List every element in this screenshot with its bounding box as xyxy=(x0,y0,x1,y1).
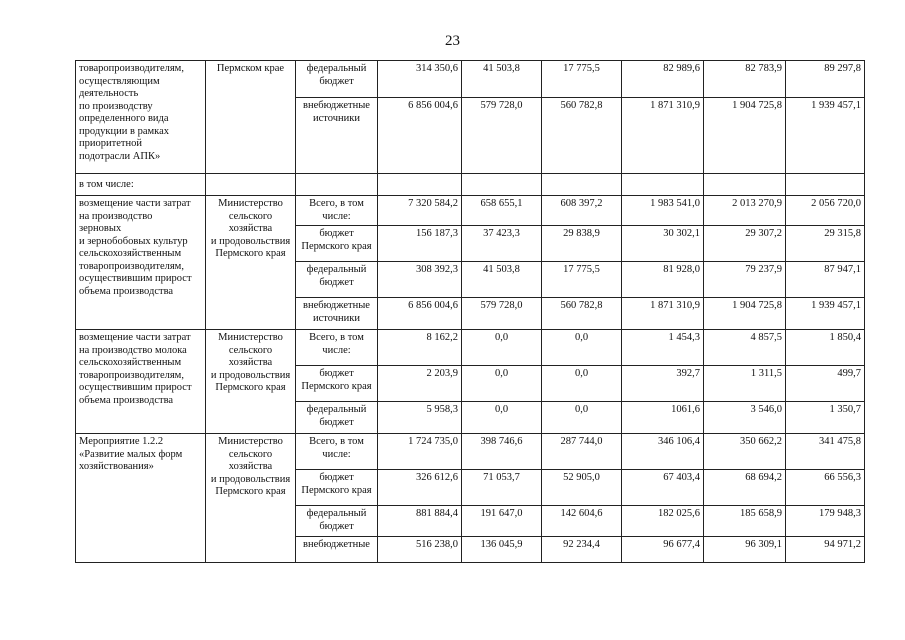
amount-cell: 4 857,5 xyxy=(704,330,786,366)
funding-source-cell: федеральный бюджет xyxy=(296,402,378,434)
funding-source-cell: федеральный бюджет xyxy=(296,262,378,298)
amount-cell: 346 106,4 xyxy=(622,434,704,470)
amount-cell: 29 307,2 xyxy=(704,226,786,262)
amount-cell: 881 884,4 xyxy=(378,506,462,537)
amount-cell: 1 983 541,0 xyxy=(622,196,704,226)
amount-cell: 41 503,8 xyxy=(462,262,542,298)
amount-cell: 1 939 457,1 xyxy=(786,298,865,330)
funding-source-cell: бюджет Пермского края xyxy=(296,366,378,402)
amount-cell: 66 556,3 xyxy=(786,470,865,506)
amount-cell: 398 746,6 xyxy=(462,434,542,470)
amount-cell: 1 871 310,9 xyxy=(622,98,704,174)
amount-cell: 41 503,8 xyxy=(462,61,542,98)
activity-cell: возмещение части затрат на производство зерновых и зернобобовых культур сельскохозяйственным товаропроизводителям, осуществившим прирост объема производства xyxy=(76,196,206,330)
page-number: 23 xyxy=(445,33,460,49)
amount-cell: 0,0 xyxy=(462,330,542,366)
amount-cell: 1 350,7 xyxy=(786,402,865,434)
amount-cell: 0,0 xyxy=(542,366,622,402)
activity-cell: товаропроизводителям, осуществляющим деятельность по производству определенного вида продукции в рамках приоритетной подотрасли АПК» xyxy=(76,61,206,174)
amount-cell: 579 728,0 xyxy=(462,98,542,174)
amount-cell: 89 297,8 xyxy=(786,61,865,98)
amount-cell: 350 662,2 xyxy=(704,434,786,470)
funding-source-cell: бюджет Пермского края xyxy=(296,470,378,506)
amount-cell: 156 187,3 xyxy=(378,226,462,262)
amount-cell: 87 947,1 xyxy=(786,262,865,298)
amount-cell: 308 392,3 xyxy=(378,262,462,298)
amount-cell: 499,7 xyxy=(786,366,865,402)
amount-cell: 142 604,6 xyxy=(542,506,622,537)
budget-table xyxy=(75,60,865,563)
amount-cell: 71 053,7 xyxy=(462,470,542,506)
amount-cell: 96 677,4 xyxy=(622,537,704,563)
amount-cell: 1 724 735,0 xyxy=(378,434,462,470)
amount-cell: 1 904 725,8 xyxy=(704,98,786,174)
funding-source-cell: внебюджетные источники xyxy=(296,298,378,330)
amount-cell: 608 397,2 xyxy=(542,196,622,226)
subheader-cell: в том числе: xyxy=(76,174,206,196)
empty-cell xyxy=(206,174,296,196)
amount-cell: 3 546,0 xyxy=(704,402,786,434)
table-row xyxy=(76,196,865,226)
amount-cell: 68 694,2 xyxy=(704,470,786,506)
amount-cell: 0,0 xyxy=(542,402,622,434)
executor-cell: Пермском крае xyxy=(206,61,296,174)
empty-cell xyxy=(462,174,542,196)
empty-cell xyxy=(542,174,622,196)
empty-cell xyxy=(622,174,704,196)
amount-cell: 579 728,0 xyxy=(462,298,542,330)
amount-cell: 0,0 xyxy=(462,366,542,402)
amount-cell: 1 871 310,9 xyxy=(622,298,704,330)
amount-cell: 326 612,6 xyxy=(378,470,462,506)
amount-cell: 2 203,9 xyxy=(378,366,462,402)
amount-cell: 37 423,3 xyxy=(462,226,542,262)
activity-cell: возмещение части затрат на производство молока сельскохозяйственным товаропроизводителям, осуществившим прирост объема производства xyxy=(76,330,206,434)
amount-cell: 179 948,3 xyxy=(786,506,865,537)
table-row xyxy=(76,434,865,470)
amount-cell: 658 655,1 xyxy=(462,196,542,226)
amount-cell: 1061,6 xyxy=(622,402,704,434)
amount-cell: 185 658,9 xyxy=(704,506,786,537)
executor-cell: Министерство сельского хозяйства и продовольствия Пермского края xyxy=(206,196,296,330)
empty-cell xyxy=(296,174,378,196)
amount-cell: 136 045,9 xyxy=(462,537,542,563)
empty-cell xyxy=(704,174,786,196)
amount-cell: 560 782,8 xyxy=(542,298,622,330)
amount-cell: 67 403,4 xyxy=(622,470,704,506)
funding-source-cell: внебюджетные источники xyxy=(296,98,378,174)
amount-cell: 191 647,0 xyxy=(462,506,542,537)
executor-cell: Министерство сельского хозяйства и продовольствия Пермского края xyxy=(206,434,296,563)
amount-cell: 94 971,2 xyxy=(786,537,865,563)
amount-cell: 96 309,1 xyxy=(704,537,786,563)
funding-source-cell: бюджет Пермского края xyxy=(296,226,378,262)
amount-cell: 81 928,0 xyxy=(622,262,704,298)
amount-cell: 1 850,4 xyxy=(786,330,865,366)
funding-source-cell: внебюджетные xyxy=(296,537,378,563)
table-row xyxy=(76,330,865,366)
amount-cell: 2 013 270,9 xyxy=(704,196,786,226)
amount-cell: 1 454,3 xyxy=(622,330,704,366)
amount-cell: 6 856 004,6 xyxy=(378,98,462,174)
amount-cell: 182 025,6 xyxy=(622,506,704,537)
empty-cell xyxy=(786,174,865,196)
amount-cell: 5 958,3 xyxy=(378,402,462,434)
funding-source-cell: Всего, в том числе: xyxy=(296,434,378,470)
funding-source-cell: федеральный бюджет xyxy=(296,506,378,537)
amount-cell: 79 237,9 xyxy=(704,262,786,298)
amount-cell: 1 311,5 xyxy=(704,366,786,402)
amount-cell: 8 162,2 xyxy=(378,330,462,366)
amount-cell: 17 775,5 xyxy=(542,262,622,298)
amount-cell: 2 056 720,0 xyxy=(786,196,865,226)
table-body xyxy=(76,61,865,563)
table-row xyxy=(76,61,865,98)
activity-cell: Мероприятие 1.2.2 «Развитие малых форм хозяйствования» xyxy=(76,434,206,563)
amount-cell: 516 238,0 xyxy=(378,537,462,563)
amount-cell: 314 350,6 xyxy=(378,61,462,98)
table-row-subheader xyxy=(76,174,865,196)
amount-cell: 287 744,0 xyxy=(542,434,622,470)
amount-cell: 392,7 xyxy=(622,366,704,402)
executor-cell: Министерство сельского хозяйства и продовольствия Пермского края xyxy=(206,330,296,434)
funding-source-cell: федеральный бюджет xyxy=(296,61,378,98)
amount-cell: 30 302,1 xyxy=(622,226,704,262)
amount-cell: 6 856 004,6 xyxy=(378,298,462,330)
amount-cell: 0,0 xyxy=(462,402,542,434)
amount-cell: 82 989,6 xyxy=(622,61,704,98)
funding-source-cell: Всего, в том числе: xyxy=(296,196,378,226)
amount-cell: 82 783,9 xyxy=(704,61,786,98)
amount-cell: 29 838,9 xyxy=(542,226,622,262)
empty-cell xyxy=(378,174,462,196)
amount-cell: 17 775,5 xyxy=(542,61,622,98)
amount-cell: 1 904 725,8 xyxy=(704,298,786,330)
amount-cell: 0,0 xyxy=(542,330,622,366)
amount-cell: 7 320 584,2 xyxy=(378,196,462,226)
amount-cell: 29 315,8 xyxy=(786,226,865,262)
amount-cell: 92 234,4 xyxy=(542,537,622,563)
amount-cell: 560 782,8 xyxy=(542,98,622,174)
amount-cell: 52 905,0 xyxy=(542,470,622,506)
amount-cell: 1 939 457,1 xyxy=(786,98,865,174)
amount-cell: 341 475,8 xyxy=(786,434,865,470)
funding-source-cell: Всего, в том числе: xyxy=(296,330,378,366)
